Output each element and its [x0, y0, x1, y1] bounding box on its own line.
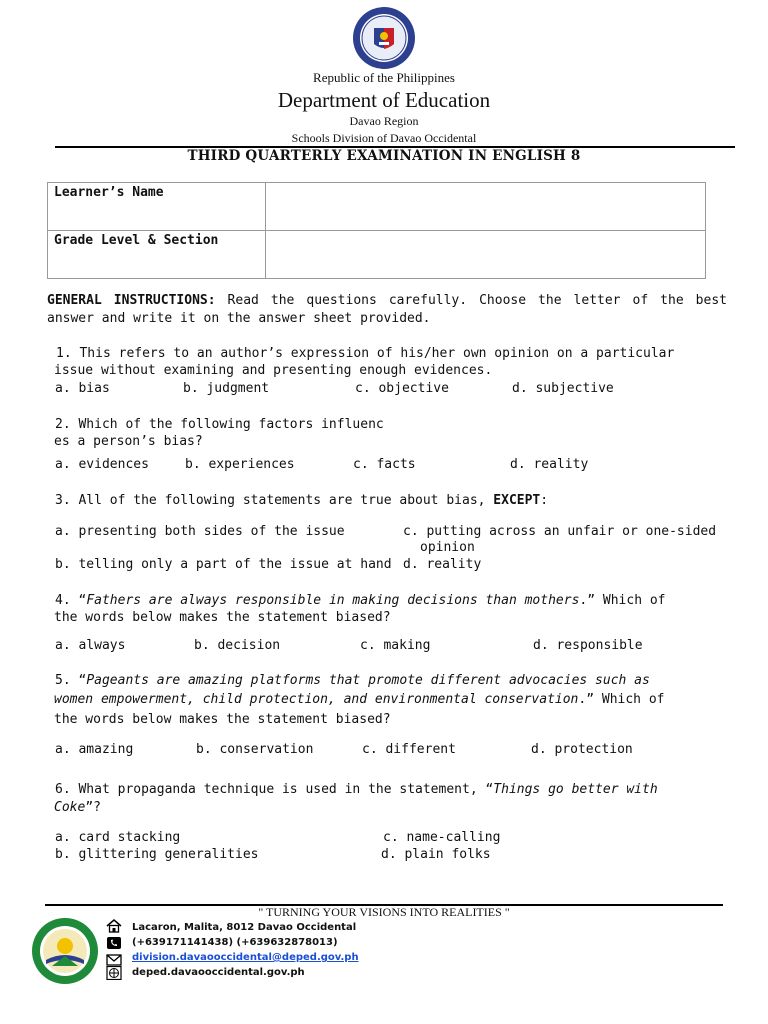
division-text: Schools Division of Davao Occidental: [291, 131, 477, 145]
q2-option-c: c. facts: [353, 457, 416, 472]
q3-option-b: b. telling only a part of the issue at hand: [55, 557, 392, 572]
question-5-suffix: .” Which of: [578, 692, 665, 707]
question-3-except: EXCEPT: [493, 493, 541, 508]
question-5-quote-part-2: women empowerment, child protection, and environmental conservation: [54, 692, 579, 707]
table-row: [48, 183, 706, 231]
question-5-quote-part-1: Pageants are amazing platforms that promote different advocacies such as: [86, 673, 650, 688]
general-instructions: [47, 292, 727, 328]
q5-option-c: c. different: [362, 742, 456, 757]
q6-option-a: a. card stacking: [55, 830, 181, 845]
grade-section-label: Grade Level & Section: [48, 231, 266, 279]
region-text: Davao Region: [349, 114, 419, 128]
question-6-line-2: [54, 799, 101, 816]
home-icon: [106, 919, 122, 933]
question-3-lead: 3. All of the following statements are true about bias,: [55, 493, 494, 508]
question-1-line-1: 1. This refers to an author’s expression of his/her own opinion on a particular: [56, 346, 675, 361]
q5-option-a: a. amazing: [55, 742, 134, 757]
q3-option-c-cont: opinion: [420, 540, 475, 555]
q6-option-c: c. name-calling: [383, 830, 501, 845]
grade-section-field[interactable]: [265, 231, 705, 279]
q4-option-c: c. making: [360, 638, 431, 653]
question-5-line-2: [54, 691, 664, 708]
deped-seal-logo: [352, 6, 416, 70]
footer-email-link[interactable]: division.davaooccidental@deped.gov.ph: [132, 952, 359, 963]
question-5-line-3: the words below makes the statement biased?: [54, 712, 391, 727]
instructions-label: GENERAL INSTRUCTIONS:: [47, 293, 216, 308]
question-4-prefix: 4. “: [55, 593, 87, 608]
question-1-line-2: issue without examining and presenting enough evidences.: [54, 363, 493, 378]
footer-website[interactable]: deped.davaooccidental.gov.ph: [132, 967, 305, 978]
email-icon: [106, 953, 122, 967]
q2-option-b: b. experiences: [185, 457, 295, 472]
question-2-line-2: es a person’s bias?: [54, 434, 203, 449]
question-4-line-2: the words below makes the statement biased?: [54, 610, 391, 625]
phone-icon: [106, 936, 122, 950]
q3-option-d: d. reality: [403, 557, 482, 572]
question-4-suffix: .” Which of: [579, 593, 666, 608]
exam-title: THIRD QUARTERLY EXAMINATION IN ENGLISH 8: [187, 148, 581, 164]
instructions-text: Read the questions carefully. Choose the letter of the best answer and write it on the answer sheet provided.: [47, 293, 727, 326]
question-5-line-1: [55, 672, 650, 689]
learner-name-field[interactable]: [265, 183, 705, 231]
q1-option-c: c. objective: [355, 381, 449, 396]
q4-option-a: a. always: [55, 638, 126, 653]
learner-name-label: Learner’s Name: [48, 183, 266, 231]
question-6-line-1: [55, 781, 658, 798]
question-6-tail: ”?: [85, 800, 101, 815]
question-2-line-1: 2. Which of the following factors influenc: [55, 417, 384, 432]
q3-option-c: c. putting across an unfair or one-sided: [403, 524, 717, 539]
footer-address: Lacaron, Malita, 8012 Davao Occidental: [132, 922, 357, 933]
q6-option-b: b. glittering generalities: [55, 847, 259, 862]
question-6-lead: 6. What propaganda technique is used in the statement, “: [55, 782, 494, 797]
q2-option-a: a. evidences: [55, 457, 149, 472]
q3-option-a: a. presenting both sides of the issue: [55, 524, 345, 539]
question-6-quote-part-1: Things go better with: [493, 782, 658, 797]
question-3-stem: [55, 492, 548, 509]
question-3-tail: :: [540, 493, 549, 508]
q1-option-a: a. bias: [55, 381, 110, 396]
globe-icon: [106, 966, 122, 980]
question-4-line-1: [55, 592, 666, 609]
q1-option-b: b. judgment: [183, 381, 270, 396]
division-logo: [30, 916, 100, 986]
q1-option-d: d. subjective: [512, 381, 614, 396]
q5-option-b: b. conservation: [196, 742, 314, 757]
footer-motto: " TURNING YOUR VISIONS INTO REALITIES ": [258, 905, 510, 919]
question-6-quote-part-2: Coke: [54, 800, 86, 815]
q4-option-b: b. decision: [194, 638, 281, 653]
learner-info-table: [47, 182, 706, 279]
question-5-prefix: 5. “: [55, 673, 87, 688]
question-4-quote: Fathers are always responsible in making decisions than mothers: [86, 593, 580, 608]
department-title: Department of Education: [277, 88, 491, 112]
table-row: [48, 231, 706, 279]
footer-phones: (+639171141438) (+639632878013): [132, 937, 338, 948]
republic-text: Republic of the Philippines: [313, 70, 455, 85]
q5-option-d: d. protection: [531, 742, 633, 757]
q2-option-d: d. reality: [510, 457, 589, 472]
q6-option-d: d. plain folks: [381, 847, 491, 862]
q4-option-d: d. responsible: [533, 638, 643, 653]
